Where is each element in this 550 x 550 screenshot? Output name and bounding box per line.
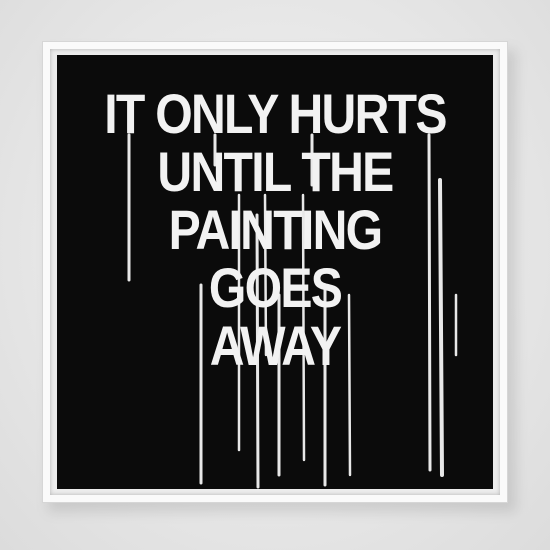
painting-canvas [57,55,493,489]
painting-text-line: AWAY [209,314,341,377]
painting-text-line: PAINTING [168,198,382,261]
painting-text-line: UNTIL THE [157,140,393,203]
painting-text-line: IT ONLY HURTS [104,82,446,145]
painting-text-line: GOES [208,256,342,319]
painting-text [88,82,463,377]
